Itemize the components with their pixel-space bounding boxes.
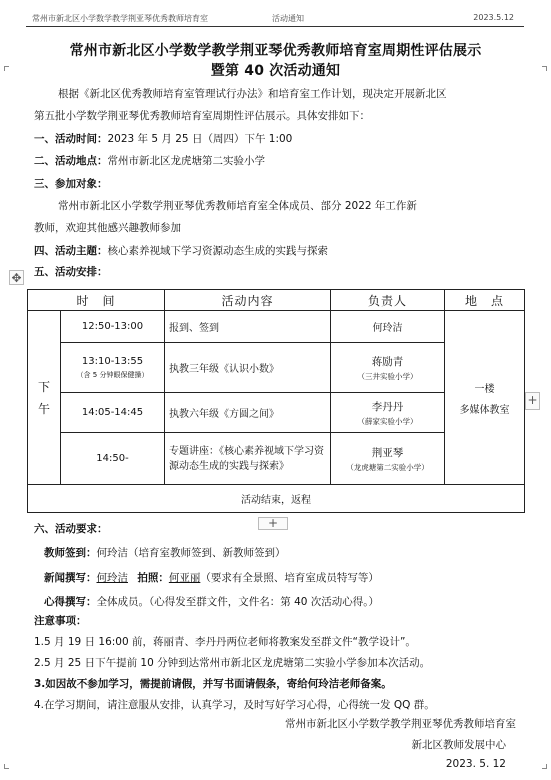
margin-corner-mark (542, 764, 547, 769)
header-location: 地 点 (445, 290, 525, 311)
person-org: （龙虎塘第二实验小学） (346, 462, 429, 472)
time-cell: 12:50-13:00 (61, 311, 165, 343)
add-column-icon[interactable]: + (525, 392, 540, 410)
header-date-text: 2023.5.12 (473, 13, 514, 22)
notice-item: 4.在学习期间，请注意服从安排，认真学习，及时写好学习心得，心得统一发 QQ 群。 (34, 699, 435, 711)
person-name: 李丹丹 (371, 400, 404, 413)
header-left-text: 常州市新北区小学数学教学荆亚琴优秀教师培育室 (32, 14, 208, 23)
table-row (28, 311, 525, 343)
time-text: 13:10-13:55 (81, 355, 144, 367)
person-org: （薛家实验小学） (357, 416, 418, 426)
table-header-row (28, 290, 525, 311)
requirement-sign-value: 何玲洁（培育室教师签到、新教师签到） (96, 547, 286, 559)
section-place-value: 常州市新北区龙虎塘第二实验小学 (107, 155, 265, 167)
section-theme-value: 核心素养视域下学习资源动态生成的实践与探索 (107, 245, 328, 257)
section-participants-label: 三、参加对象： (34, 178, 108, 190)
section-place-label: 二、活动地点： (34, 155, 108, 167)
requirement-sign-label: 教师签到： (44, 547, 97, 559)
requirement-photo-label: 拍照： (137, 572, 169, 584)
location-line1: 一楼 (474, 383, 495, 395)
requirement-notes-value: 全体成员。（心得发至群文件，文件名：第 40 次活动心得。） (96, 596, 380, 608)
location-cell (445, 311, 525, 485)
requirement-photo-value: 何亚丽 (168, 572, 201, 584)
person-cell: 何玲洁 (331, 311, 445, 343)
content-cell: 专题讲座：《核心素养视域下学习资源动态生成的实践与探索》 (165, 433, 331, 485)
page-header (26, 9, 524, 27)
document-title-line1: 常州市新北区小学数学教学荆亚琴优秀教师培育室周期性评估展示 (69, 43, 482, 59)
margin-corner-mark (4, 764, 9, 769)
time-note: （含 5 分钟眼保健操） (76, 370, 149, 379)
table-footer-row (28, 485, 525, 513)
section-place (34, 153, 265, 168)
header-center-text: 活动通知 (272, 14, 304, 23)
period-cell (28, 311, 61, 485)
section-participants-line1: 常州市新北区小学数学荆亚琴优秀教师培育室全体成员、部分 2022 年工作新 (58, 200, 417, 212)
section-time-value: 2023 年 5 月 25 日（周四）下午 1:00 (107, 133, 293, 145)
notice-item: 2.5 月 25 日下午提前 10 分钟到达常州市新北区龙虎塘第二实验小学参加本次活动。 (34, 657, 431, 669)
document-title-line2: 暨第 40 次活动通知 (210, 63, 341, 79)
requirement-notes-label: 心得撰写： (44, 596, 97, 608)
person-name: 蒋励青 (371, 355, 404, 368)
section-theme (34, 243, 328, 258)
table-move-handle-icon[interactable]: ✥ (9, 270, 24, 285)
time-cell: 14:05-14:45 (61, 393, 165, 433)
time-cell (61, 343, 165, 393)
content-cell: 报到、签到 (165, 311, 331, 343)
table-footer-cell: 活动结束，返程 (28, 485, 525, 513)
intro-line2: 第五批小学数学荆亚琴优秀教师培育室周期性评估展示。具体安排如下： (34, 110, 370, 122)
notices-label: 注意事项： (34, 615, 87, 627)
header-person: 负责人 (331, 290, 445, 311)
header-content: 活动内容 (165, 290, 331, 311)
schedule-table (27, 289, 525, 513)
notice-item: 3.如因故不参加学习，需提前请假，并写书面请假条，寄给何玲洁老师备案。 (34, 678, 392, 690)
requirement-sign (44, 545, 286, 560)
period-text: 下午 (38, 379, 51, 416)
person-cell (331, 393, 445, 433)
signature-org1: 常州市新北区小学数学教学荆亚琴优秀教师培育室 (285, 718, 516, 730)
person-name: 荆亚琴 (371, 446, 404, 459)
section-schedule-label: 五、活动安排： (34, 266, 108, 278)
content-cell: 执教六年级《方圆之间》 (165, 393, 331, 433)
requirements-label: 六、活动要求： (34, 523, 108, 535)
person-org: （三井实验小学） (357, 371, 418, 381)
signature-date: 2023. 5. 12 (445, 758, 506, 770)
requirement-news-label: 新闻撰写： (44, 572, 97, 584)
content-cell: 执教三年级《认识小数》 (165, 343, 331, 393)
add-row-icon[interactable]: + (258, 517, 288, 530)
requirement-notes (44, 594, 379, 609)
location-line2: 多媒体教室 (459, 404, 510, 416)
requirement-news-value: 何玲洁 (96, 572, 128, 584)
signature-org2: 新北区教师发展中心 (411, 739, 506, 751)
notice-item: 1.5 月 19 日 16:00 前，蒋丽青、李丹丹两位老师将教案发至群文件“教学设计”。 (34, 636, 416, 648)
section-theme-label: 四、活动主题： (34, 245, 108, 257)
header-time: 时 间 (28, 290, 165, 311)
section-time-label: 一、活动时间： (34, 133, 108, 145)
requirement-news (44, 570, 379, 585)
time-cell: 14:50- (61, 433, 165, 485)
intro-line1: 根据《新北区优秀教师培育室管理试行办法》和培育室工作计划，现决定开展新北区 (58, 88, 447, 100)
person-cell (331, 343, 445, 393)
person-cell (331, 433, 445, 485)
section-participants-line2: 教师，欢迎其他感兴趣教师参加 (34, 222, 181, 234)
requirement-photo-note: （要求有全景照、培育室成员特写等） (200, 572, 379, 584)
section-time (34, 131, 292, 146)
